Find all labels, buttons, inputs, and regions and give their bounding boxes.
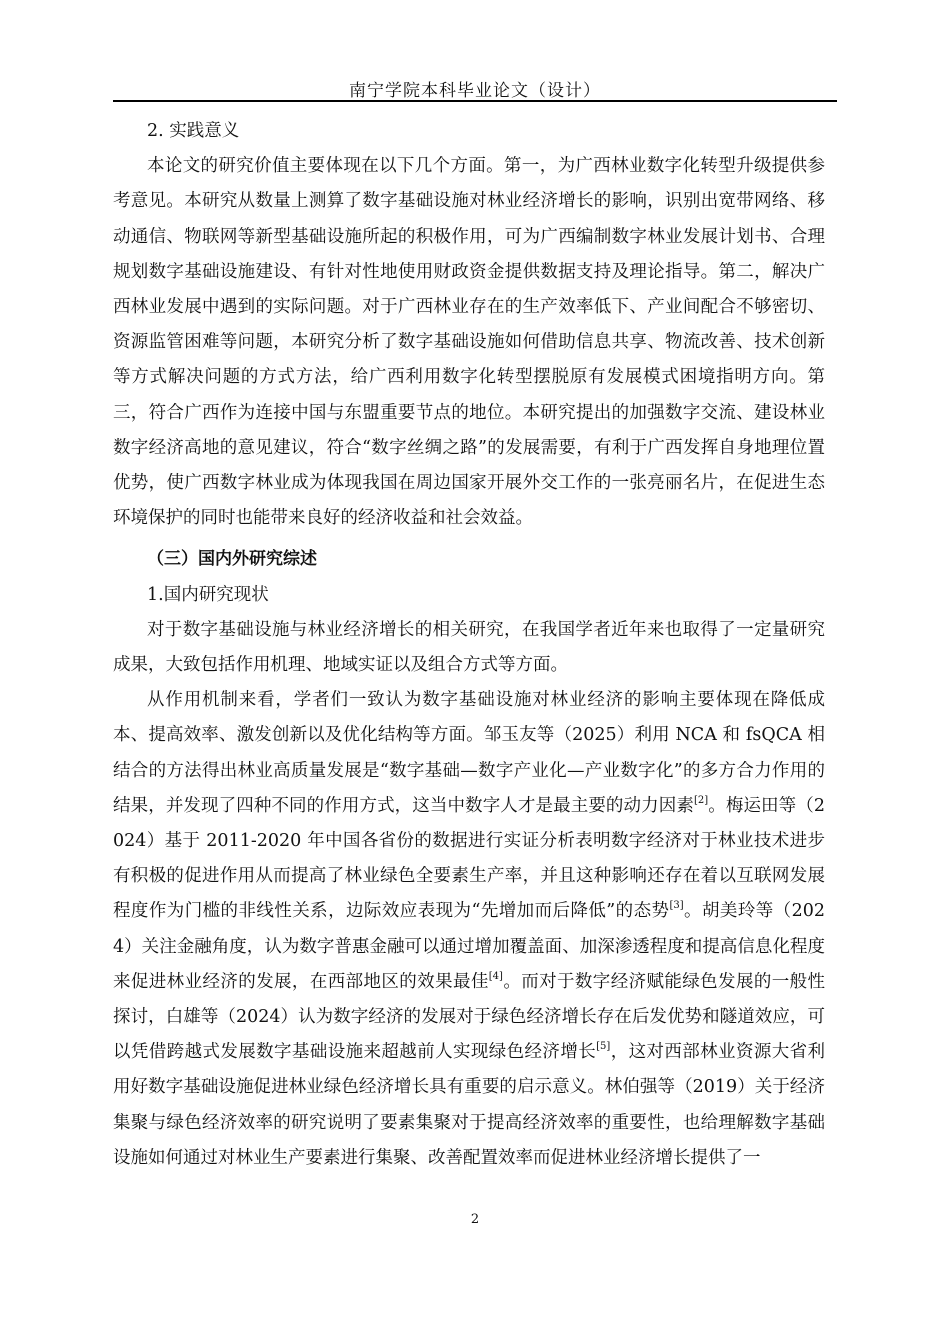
citation-4: [4] bbox=[488, 970, 503, 982]
header-rule bbox=[113, 100, 837, 102]
review-intro-paragraph: 对于数字基础设施与林业经济增长的相关研究，在我国学者近年来也取得了一定量研究成果，大致包括作用机理、地域实证以及组合方式等方面。 bbox=[113, 619, 825, 675]
mechanism-text-2: 。梅运田等（2024）基于 2011-2020 年中国各省份的数据进行实证分析表明数字经济对于林业技术进步有积极的促进作用从而提高了林业绿色全要素生产率，并且这种影响还存在着以互联网发展程度作为门槛的非线性关系，边际效应表现为“先增加而后降低”的态势 bbox=[113, 795, 825, 922]
domestic-research-heading: 1.国内研究现状 bbox=[147, 584, 269, 605]
page-header-title: 南宁学院本科毕业论文（设计） bbox=[349, 81, 601, 101]
mechanism-text-3: 。胡美玲等（2024）关注金融角度，认为数字普惠金融可以通过增加覆盖面、加深渗透程度和提高信息化程度来促进林业经济的发展，在西部地区的效果最佳 bbox=[113, 901, 825, 992]
mechanism-text-4: 。而对于数字经济赋能绿色发展的一般性探讨，白雄等（2024）认为数字经济的发展对于绿色经济增长存在后发优势和隧道效应，可以凭借跨越式发展数字基础设施来超越前人实现绿色经济增长 bbox=[113, 971, 826, 1063]
mechanism-text-1: 从作用机制来看，学者们一致认为数字基础设施对林业经济的影响主要体现在降低成本、提高效率、激发创新以及优化结构等方面。邹玉友等（2025）利用 NCA 和 fsQCA 相结合的方法得出林业高质量发展是“数字基础—数字产业化—产业数字化”的多方合力作用的结果，并发现了四种不同的作用方式，这当中数字人才是最主要的动力因素 bbox=[113, 690, 825, 816]
mechanism-text-5: ，这对西部林业资源大省利用好数字基础设施促进林业绿色经济增长具有重要的启示意义。林伯强等（2019）关于经济集聚与绿色经济效率的研究说明了要素集聚对于提高经济效率的重要性，也给理解数字基础设施如何通过对林业生产要素进行集聚、改善配置效率而促进林业经济增长提供了一 bbox=[113, 1042, 826, 1168]
citation-5: [5] bbox=[596, 1041, 611, 1053]
mechanism-paragraph bbox=[113, 683, 825, 1176]
practice-paragraph: 本论文的研究价值主要体现在以下几个方面。第一，为广西林业数字化转型升级提供参考意见。本研究从数量上测算了数字基础设施对林业经济增长的影响，识别出宽带网络、移动通信、物联网等新型基础设施所起的积极作用，可为广西编制数字林业发展计划书、合理规划数字基础设施建设、有针对性地使用财政资金提供数据支持及理论指导。第二，解决广西林业发展中遇到的实际问题。对于广西林业存在的生产效率低下、产业间配合不够密切、资源监管困难等问题，本研究分析了数字基础设施如何借助信息共享、物流改善、技术创新等方式解决问题的方式方法，给广西利用数字化转型摆脱原有发展模式困境指明方向。第三，符合广西作为连接中国与东盟重要节点的地位。本研究提出的加强数字交流、建设林业数字经济高地的意见建议，符合“数字丝绸之路”的发展需要，有利于广西发挥自身地理位置优势，使广西数字林业成为体现我国在周边国家开展外交工作的一张亮丽名片，在促进生态环境保护的同时也能带来良好的经济收益和社会效益。 bbox=[113, 156, 825, 529]
citation-2: [2] bbox=[693, 794, 709, 806]
review-section-heading: （三）国内外研究综述 bbox=[147, 549, 317, 570]
citation-3: [3] bbox=[669, 900, 684, 912]
page-number: 2 bbox=[470, 1212, 480, 1227]
body-text bbox=[113, 114, 825, 1176]
practice-heading: 2. 实践意义 bbox=[147, 121, 240, 141]
